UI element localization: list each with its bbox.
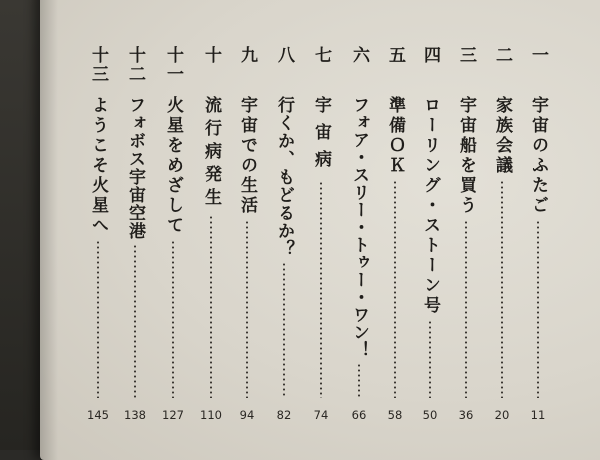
leader-dots [429, 320, 431, 398]
chapter-number: 十一 [163, 46, 183, 84]
leader-dots [97, 240, 99, 398]
toc-entry-7 [306, 46, 336, 426]
page-number: 94 [239, 408, 255, 422]
toc-entry-9 [232, 46, 262, 426]
chapter-number: 九 [237, 46, 257, 65]
toc-entry-8 [269, 46, 299, 426]
leader-dots [134, 244, 136, 398]
page-number: 36 [458, 408, 474, 422]
leader-dots [465, 220, 467, 398]
page-number: 127 [162, 408, 184, 422]
leader-dots [283, 262, 285, 398]
page-number: 82 [276, 408, 292, 422]
chapter-title: 火星をめざして [163, 96, 183, 236]
chapter-title: 宇宙病 [311, 96, 331, 177]
chapter-number: 五 [385, 46, 405, 65]
leader-dots [537, 220, 539, 398]
page-number: 138 [124, 408, 146, 422]
chapter-number: 十二 [125, 46, 145, 84]
toc-entry-2 [487, 46, 517, 426]
chapter-number: 十 [201, 46, 221, 65]
leader-dots [394, 180, 396, 398]
chapter-number: 四 [420, 46, 440, 65]
toc-entry-11 [158, 46, 188, 426]
leader-dots [358, 363, 360, 399]
toc-entry-10 [196, 46, 226, 426]
page-number: 58 [387, 408, 403, 422]
chapter-number: 六 [349, 46, 369, 65]
leader-dots [210, 215, 212, 398]
toc-entry-6 [344, 46, 374, 426]
page-number: 50 [422, 408, 438, 422]
leader-dots [172, 240, 174, 398]
page-number: 145 [87, 408, 109, 422]
chapter-title: フォボス宇宙空港 [125, 96, 145, 240]
toc-entry-5 [380, 46, 410, 426]
leader-dots [501, 180, 503, 398]
toc-entry-12 [120, 46, 150, 426]
toc-entry-4 [415, 46, 445, 426]
page-number: 74 [313, 408, 329, 422]
chapter-number: 一 [528, 46, 548, 65]
page-number: 110 [200, 408, 222, 422]
chapter-number: 三 [456, 46, 476, 65]
chapter-number: 八 [274, 46, 294, 65]
chapter-title: ようこそ火星へ [88, 96, 108, 236]
chapter-title: フォア・スリー・トゥー・ワン！ [349, 96, 369, 359]
leader-dots [246, 220, 248, 398]
toc-entry-3 [451, 46, 481, 426]
page-number: 20 [494, 408, 510, 422]
page-number: 11 [530, 408, 546, 422]
chapter-title: 行くか、もどるか？ [274, 96, 294, 258]
page-number: 66 [351, 408, 367, 422]
leader-dots [320, 181, 322, 398]
chapter-number: 二 [492, 46, 512, 65]
chapter-title: 準備ＯＫ [385, 96, 405, 176]
chapter-title: ローリング・ストーン号 [420, 96, 440, 316]
chapter-number: 十三 [88, 46, 108, 84]
toc-entry-1 [523, 46, 553, 426]
chapter-title: 宇宙での生活 [237, 96, 257, 216]
chapter-number: 七 [311, 46, 331, 65]
chapter-title: 流行病発生 [201, 96, 221, 211]
chapter-title: 家族会議 [492, 96, 512, 176]
chapter-title: 宇宙船を買う [456, 96, 476, 216]
chapter-title: 宇宙のふたご [528, 96, 548, 216]
toc-entry-13 [83, 46, 113, 426]
